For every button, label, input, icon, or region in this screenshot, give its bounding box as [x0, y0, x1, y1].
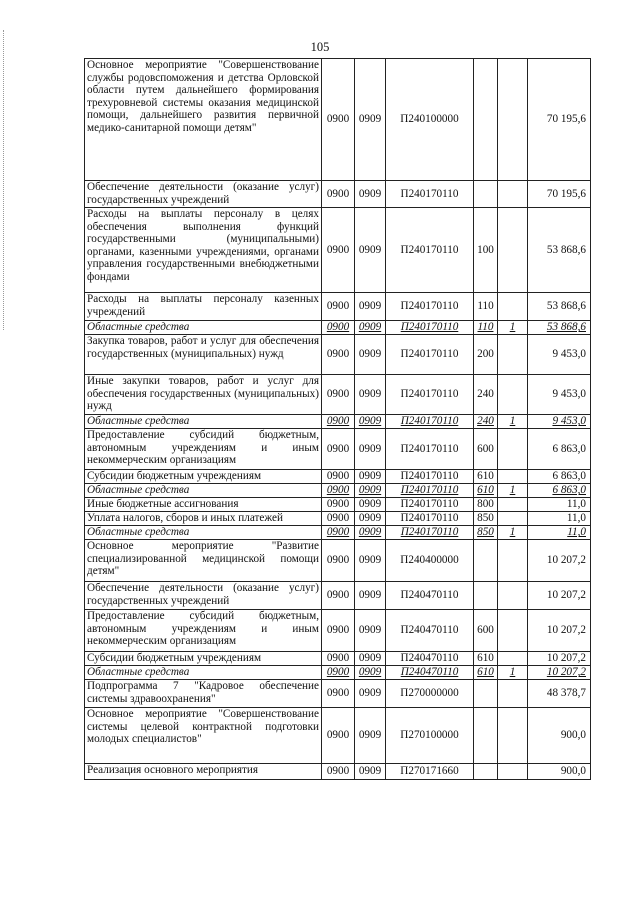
funding-source-code: 1: [498, 484, 528, 498]
section-code: 0909: [355, 498, 386, 512]
target-article-code: П270171660: [386, 764, 474, 780]
funding-source-code: [498, 512, 528, 526]
row-amount: 53 868,6: [528, 321, 591, 335]
row-name: Закупка товаров, работ и услуг для обеспечения государственных (муниципальных) нужд: [85, 335, 322, 375]
expense-type-code: 600: [474, 610, 498, 652]
funding-source-code: [498, 498, 528, 512]
row-amount: 10 207,2: [528, 582, 591, 610]
margin-line: [3, 30, 5, 330]
section-code: 0909: [355, 484, 386, 498]
section-code: 0909: [355, 321, 386, 335]
section-code: 0909: [355, 610, 386, 652]
row-amount: 11,0: [528, 526, 591, 540]
funding-source-code: 1: [498, 666, 528, 680]
funding-source-code: [498, 680, 528, 708]
funding-source-code: [498, 293, 528, 321]
row-amount: 9 453,0: [528, 415, 591, 429]
section-code: 0909: [355, 429, 386, 470]
target-article-code: П240170110: [386, 512, 474, 526]
row-amount: 10 207,2: [528, 666, 591, 680]
budget-table: [84, 58, 591, 780]
funding-source-code: [498, 582, 528, 610]
section-code: 0909: [355, 666, 386, 680]
table-row: [85, 666, 591, 680]
target-article-code: П240470110: [386, 610, 474, 652]
row-name: Субсидии бюджетным учреждениям: [85, 652, 322, 666]
budget-table-body: [85, 59, 591, 780]
table-row: [85, 540, 591, 582]
row-amount: 10 207,2: [528, 652, 591, 666]
section-code: 0909: [355, 59, 386, 181]
ministry-code: 0900: [322, 375, 355, 415]
target-article-code: П240170110: [386, 526, 474, 540]
expense-type-code: [474, 181, 498, 208]
section-code: 0909: [355, 293, 386, 321]
row-name: Областные средства: [85, 666, 322, 680]
ministry-code: 0900: [322, 610, 355, 652]
target-article-code: П240100000: [386, 59, 474, 181]
expense-type-code: 610: [474, 470, 498, 484]
table-row: [85, 512, 591, 526]
table-row: [85, 484, 591, 498]
row-amount: 9 453,0: [528, 335, 591, 375]
table-row: [85, 293, 591, 321]
ministry-code: 0900: [322, 498, 355, 512]
funding-source-code: [498, 708, 528, 764]
target-article-code: П240400000: [386, 540, 474, 582]
table-row: [85, 652, 591, 666]
table-row: [85, 415, 591, 429]
row-amount: 6 863,0: [528, 470, 591, 484]
ministry-code: 0900: [322, 321, 355, 335]
table-row: [85, 610, 591, 652]
ministry-code: 0900: [322, 470, 355, 484]
target-article-code: П240170110: [386, 208, 474, 293]
funding-source-code: 1: [498, 526, 528, 540]
row-amount: 900,0: [528, 764, 591, 780]
ministry-code: 0900: [322, 208, 355, 293]
expense-type-code: [474, 680, 498, 708]
row-name: Субсидии бюджетным учреждениям: [85, 470, 322, 484]
row-amount: 11,0: [528, 512, 591, 526]
row-amount: 6 863,0: [528, 429, 591, 470]
funding-source-code: [498, 181, 528, 208]
funding-source-code: [498, 429, 528, 470]
row-amount: 9 453,0: [528, 375, 591, 415]
expense-type-code: [474, 540, 498, 582]
section-code: 0909: [355, 526, 386, 540]
row-name: Основное мероприятие "Совершенствование службы родовспоможения и детства Орловской области путем дальнейшего формирования трехуровневой системы оказания медицинской помощи, дальнейшего развития первичной медико-санитарной помощи детям": [85, 59, 322, 181]
expense-type-code: [474, 582, 498, 610]
ministry-code: 0900: [322, 764, 355, 780]
table-row: [85, 764, 591, 780]
row-amount: 53 868,6: [528, 208, 591, 293]
ministry-code: 0900: [322, 293, 355, 321]
row-amount: 53 868,6: [528, 293, 591, 321]
row-name: Реализация основного мероприятия: [85, 764, 322, 780]
row-name: Обеспечение деятельности (оказание услуг) государственных учреждений: [85, 181, 322, 208]
row-amount: 10 207,2: [528, 610, 591, 652]
ministry-code: 0900: [322, 582, 355, 610]
row-name: Основное мероприятие "Развитие специализированной медицинской помощи детям": [85, 540, 322, 582]
row-amount: 70 195,6: [528, 59, 591, 181]
row-name: Областные средства: [85, 415, 322, 429]
table-row: [85, 429, 591, 470]
target-article-code: П240170110: [386, 375, 474, 415]
row-name: Иные закупки товаров, работ и услуг для обеспечения государственных (муниципальных) нужд: [85, 375, 322, 415]
expense-type-code: 110: [474, 293, 498, 321]
funding-source-code: 1: [498, 321, 528, 335]
expense-type-code: 850: [474, 526, 498, 540]
row-name: Расходы на выплаты персоналу казенных учреждений: [85, 293, 322, 321]
funding-source-code: [498, 610, 528, 652]
expense-type-code: 100: [474, 208, 498, 293]
table-row: [85, 375, 591, 415]
funding-source-code: [498, 375, 528, 415]
page-number: 105: [310, 40, 330, 54]
section-code: 0909: [355, 415, 386, 429]
ministry-code: 0900: [322, 415, 355, 429]
ministry-code: 0900: [322, 540, 355, 582]
target-article-code: П270100000: [386, 708, 474, 764]
row-name: Расходы на выплаты персоналу в целях обеспечения выполнения функций государственными (муниципальными) органами, казенными учреждениями, органами управления государственными внебюджетными фондами: [85, 208, 322, 293]
target-article-code: П240470110: [386, 666, 474, 680]
section-code: 0909: [355, 582, 386, 610]
row-amount: 6 863,0: [528, 484, 591, 498]
expense-type-code: 610: [474, 652, 498, 666]
table-row: [85, 59, 591, 181]
section-code: 0909: [355, 708, 386, 764]
ministry-code: 0900: [322, 484, 355, 498]
target-article-code: П240170110: [386, 181, 474, 208]
funding-source-code: [498, 59, 528, 181]
section-code: 0909: [355, 652, 386, 666]
ministry-code: 0900: [322, 680, 355, 708]
expense-type-code: 610: [474, 484, 498, 498]
expense-type-code: 600: [474, 429, 498, 470]
funding-source-code: [498, 335, 528, 375]
row-amount: 900,0: [528, 708, 591, 764]
ministry-code: 0900: [322, 666, 355, 680]
section-code: 0909: [355, 540, 386, 582]
expense-type-code: 850: [474, 512, 498, 526]
section-code: 0909: [355, 335, 386, 375]
ministry-code: 0900: [322, 652, 355, 666]
row-name: Иные бюджетные ассигнования: [85, 498, 322, 512]
table-row: [85, 470, 591, 484]
section-code: 0909: [355, 470, 386, 484]
section-code: 0909: [355, 764, 386, 780]
ministry-code: 0900: [322, 526, 355, 540]
row-name: Областные средства: [85, 321, 322, 335]
expense-type-code: 610: [474, 666, 498, 680]
funding-source-code: [498, 540, 528, 582]
target-article-code: П240170110: [386, 470, 474, 484]
table-row: [85, 708, 591, 764]
row-name: Уплата налогов, сборов и иных платежей: [85, 512, 322, 526]
ministry-code: 0900: [322, 59, 355, 181]
table-row: [85, 181, 591, 208]
funding-source-code: [498, 652, 528, 666]
expense-type-code: [474, 764, 498, 780]
target-article-code: П240470110: [386, 582, 474, 610]
row-name: Предоставление субсидий бюджетным, автономным учреждениям и иным некоммерческим организациям: [85, 429, 322, 470]
expense-type-code: 200: [474, 335, 498, 375]
funding-source-code: 1: [498, 415, 528, 429]
expense-type-code: 240: [474, 415, 498, 429]
row-name: Предоставление субсидий бюджетным, автономным учреждениям и иным некоммерческим организациям: [85, 610, 322, 652]
target-article-code: П270000000: [386, 680, 474, 708]
ministry-code: 0900: [322, 429, 355, 470]
expense-type-code: 240: [474, 375, 498, 415]
expense-type-code: 800: [474, 498, 498, 512]
table-row: [85, 335, 591, 375]
row-amount: 70 195,6: [528, 181, 591, 208]
target-article-code: П240170110: [386, 293, 474, 321]
expense-type-code: [474, 708, 498, 764]
section-code: 0909: [355, 680, 386, 708]
target-article-code: П240170110: [386, 335, 474, 375]
row-name: Областные средства: [85, 526, 322, 540]
row-name: Областные средства: [85, 484, 322, 498]
row-name: Основное мероприятие "Совершенствование системы целевой контрактной подготовки молодых специалистов": [85, 708, 322, 764]
target-article-code: П240170110: [386, 429, 474, 470]
table-row: [85, 582, 591, 610]
row-name: Обеспечение деятельности (оказание услуг) государственных учреждений: [85, 582, 322, 610]
section-code: 0909: [355, 512, 386, 526]
table-row: [85, 321, 591, 335]
ministry-code: 0900: [322, 708, 355, 764]
section-code: 0909: [355, 375, 386, 415]
table-row: [85, 208, 591, 293]
row-amount: 10 207,2: [528, 540, 591, 582]
ministry-code: 0900: [322, 181, 355, 208]
funding-source-code: [498, 208, 528, 293]
section-code: 0909: [355, 208, 386, 293]
table-row: [85, 526, 591, 540]
section-code: 0909: [355, 181, 386, 208]
expense-type-code: 110: [474, 321, 498, 335]
row-amount: 48 378,7: [528, 680, 591, 708]
table-row: [85, 498, 591, 512]
row-amount: 11,0: [528, 498, 591, 512]
ministry-code: 0900: [322, 335, 355, 375]
funding-source-code: [498, 764, 528, 780]
ministry-code: 0900: [322, 512, 355, 526]
expense-type-code: [474, 59, 498, 181]
target-article-code: П240170110: [386, 321, 474, 335]
target-article-code: П240170110: [386, 415, 474, 429]
funding-source-code: [498, 470, 528, 484]
row-name: Подпрограмма 7 "Кадровое обеспечение системы здравоохранения": [85, 680, 322, 708]
target-article-code: П240170110: [386, 498, 474, 512]
target-article-code: П240170110: [386, 484, 474, 498]
table-row: [85, 680, 591, 708]
target-article-code: П240470110: [386, 652, 474, 666]
